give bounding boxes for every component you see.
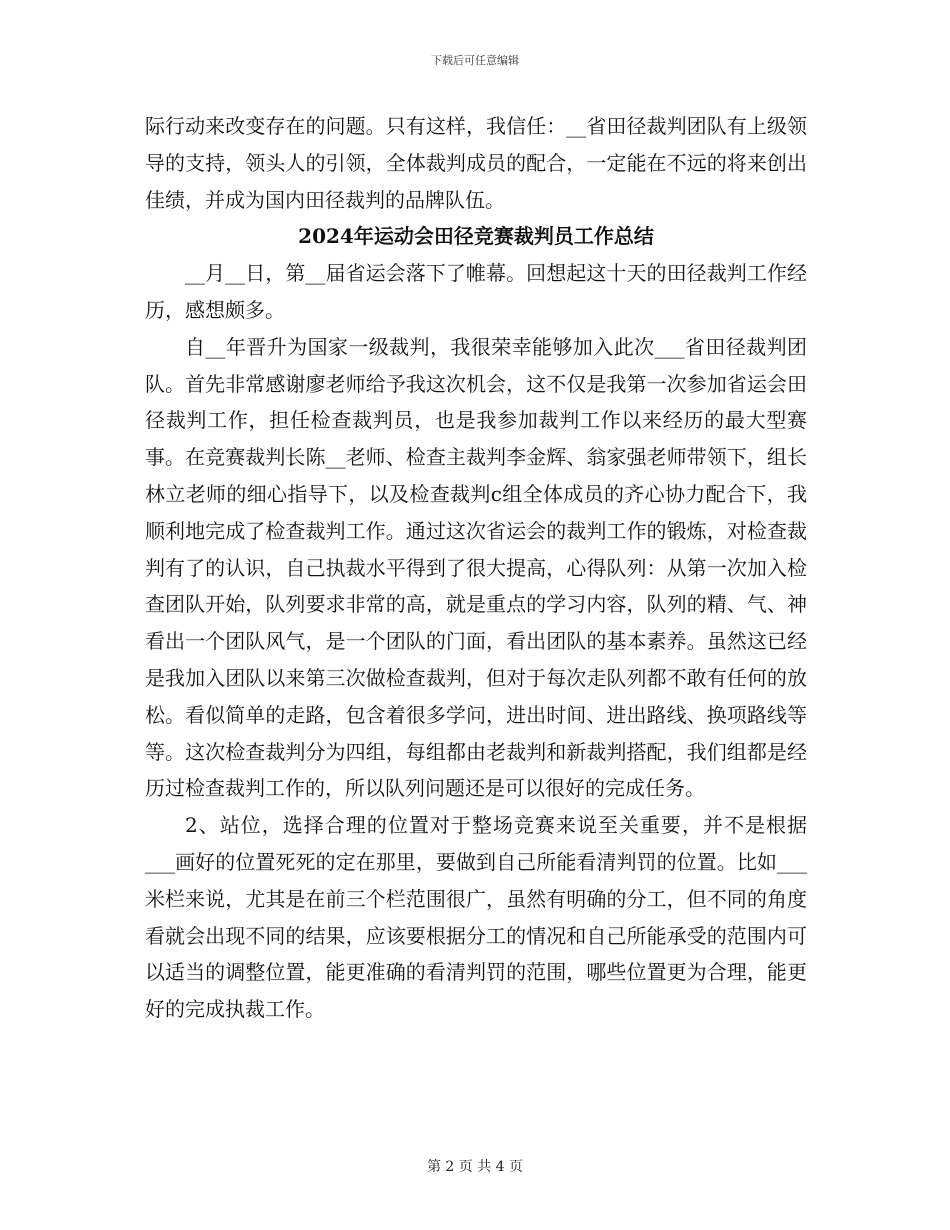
page-number: 第 2 页 共 4 页 <box>426 1159 524 1175</box>
paragraph-intro: __月__日，第__届省运会落下了帷幕。回想起这十天的田径裁判工作经历，感想颇多。 <box>145 261 807 322</box>
continuation-paragraph: 际行动来改变存在的问题。只有这样，我信任：__省田径裁判团队有上级领导的支持，领头人的引领，全体裁判成员的配合，一定能在不远的将来创出佳绩，并成为国内田径裁判的品牌队伍。 <box>145 114 807 212</box>
page-header: 下载后可任意编辑 <box>431 54 519 67</box>
paragraph-position: 2、站位，选择合理的位置对于整场竞赛来说至关重要，并不是根据___画好的位置死死的定在那里，要做到自己所能看清判罚的位置。比如___米栏来说，尤其是在前三个栏范围很广，虽然有明确的分工，但不同的角度看就会出现不同的结果，应该要根据分工的情况和自己所能承受的范围内可以适当的调整位置，能更准确的看清判罚的范围，哪些位置更为合理，能更好的完成执裁工作。 <box>145 813 807 1022</box>
paragraph-queue: 自__年晋升为国家一级裁判，我很荣幸能够加入此次___省田径裁判团队。首先非常感谢廖老师给予我这次机会，这不仅是我第一次参加省运会田径裁判工作，担任检查裁判员，也是我参加裁判工作以来经历的最大型赛事。在竞赛裁判长陈__老师、检查主裁判李金辉、翁家强老师带领下，组长林立老师的细心指导下，以及检查裁判c组全体成员的齐心协力配合下，我顺利地完成了检查裁判工作。通过这次省运会的裁判工作的锻炼，对检查裁判有了的认识，自己执裁水平得到了很大提高，心得队列：从第一次加入检查团队开始，队列要求非常的高，就是重点的学习内容，队列的精、气、神看出一个团队风气，是一个团队的门面，看出团队的基本素养。虽然这已经是我加入团队以来第三次做检查裁判，但对于每次走队列都不敢有任何的放松。看似简单的走路，包含着很多学问，进出时间、进出路线、换项路线等等。这次检查裁判分为四组，每组都由老裁判和新裁判搭配，我们组都是经历过检查裁判工作的，所以队列问题还是可以很好的完成任务。 <box>145 334 807 801</box>
document-title: 2024年运动会田径竞赛裁判员工作总结 <box>298 224 654 249</box>
document-body <box>145 108 807 1028</box>
